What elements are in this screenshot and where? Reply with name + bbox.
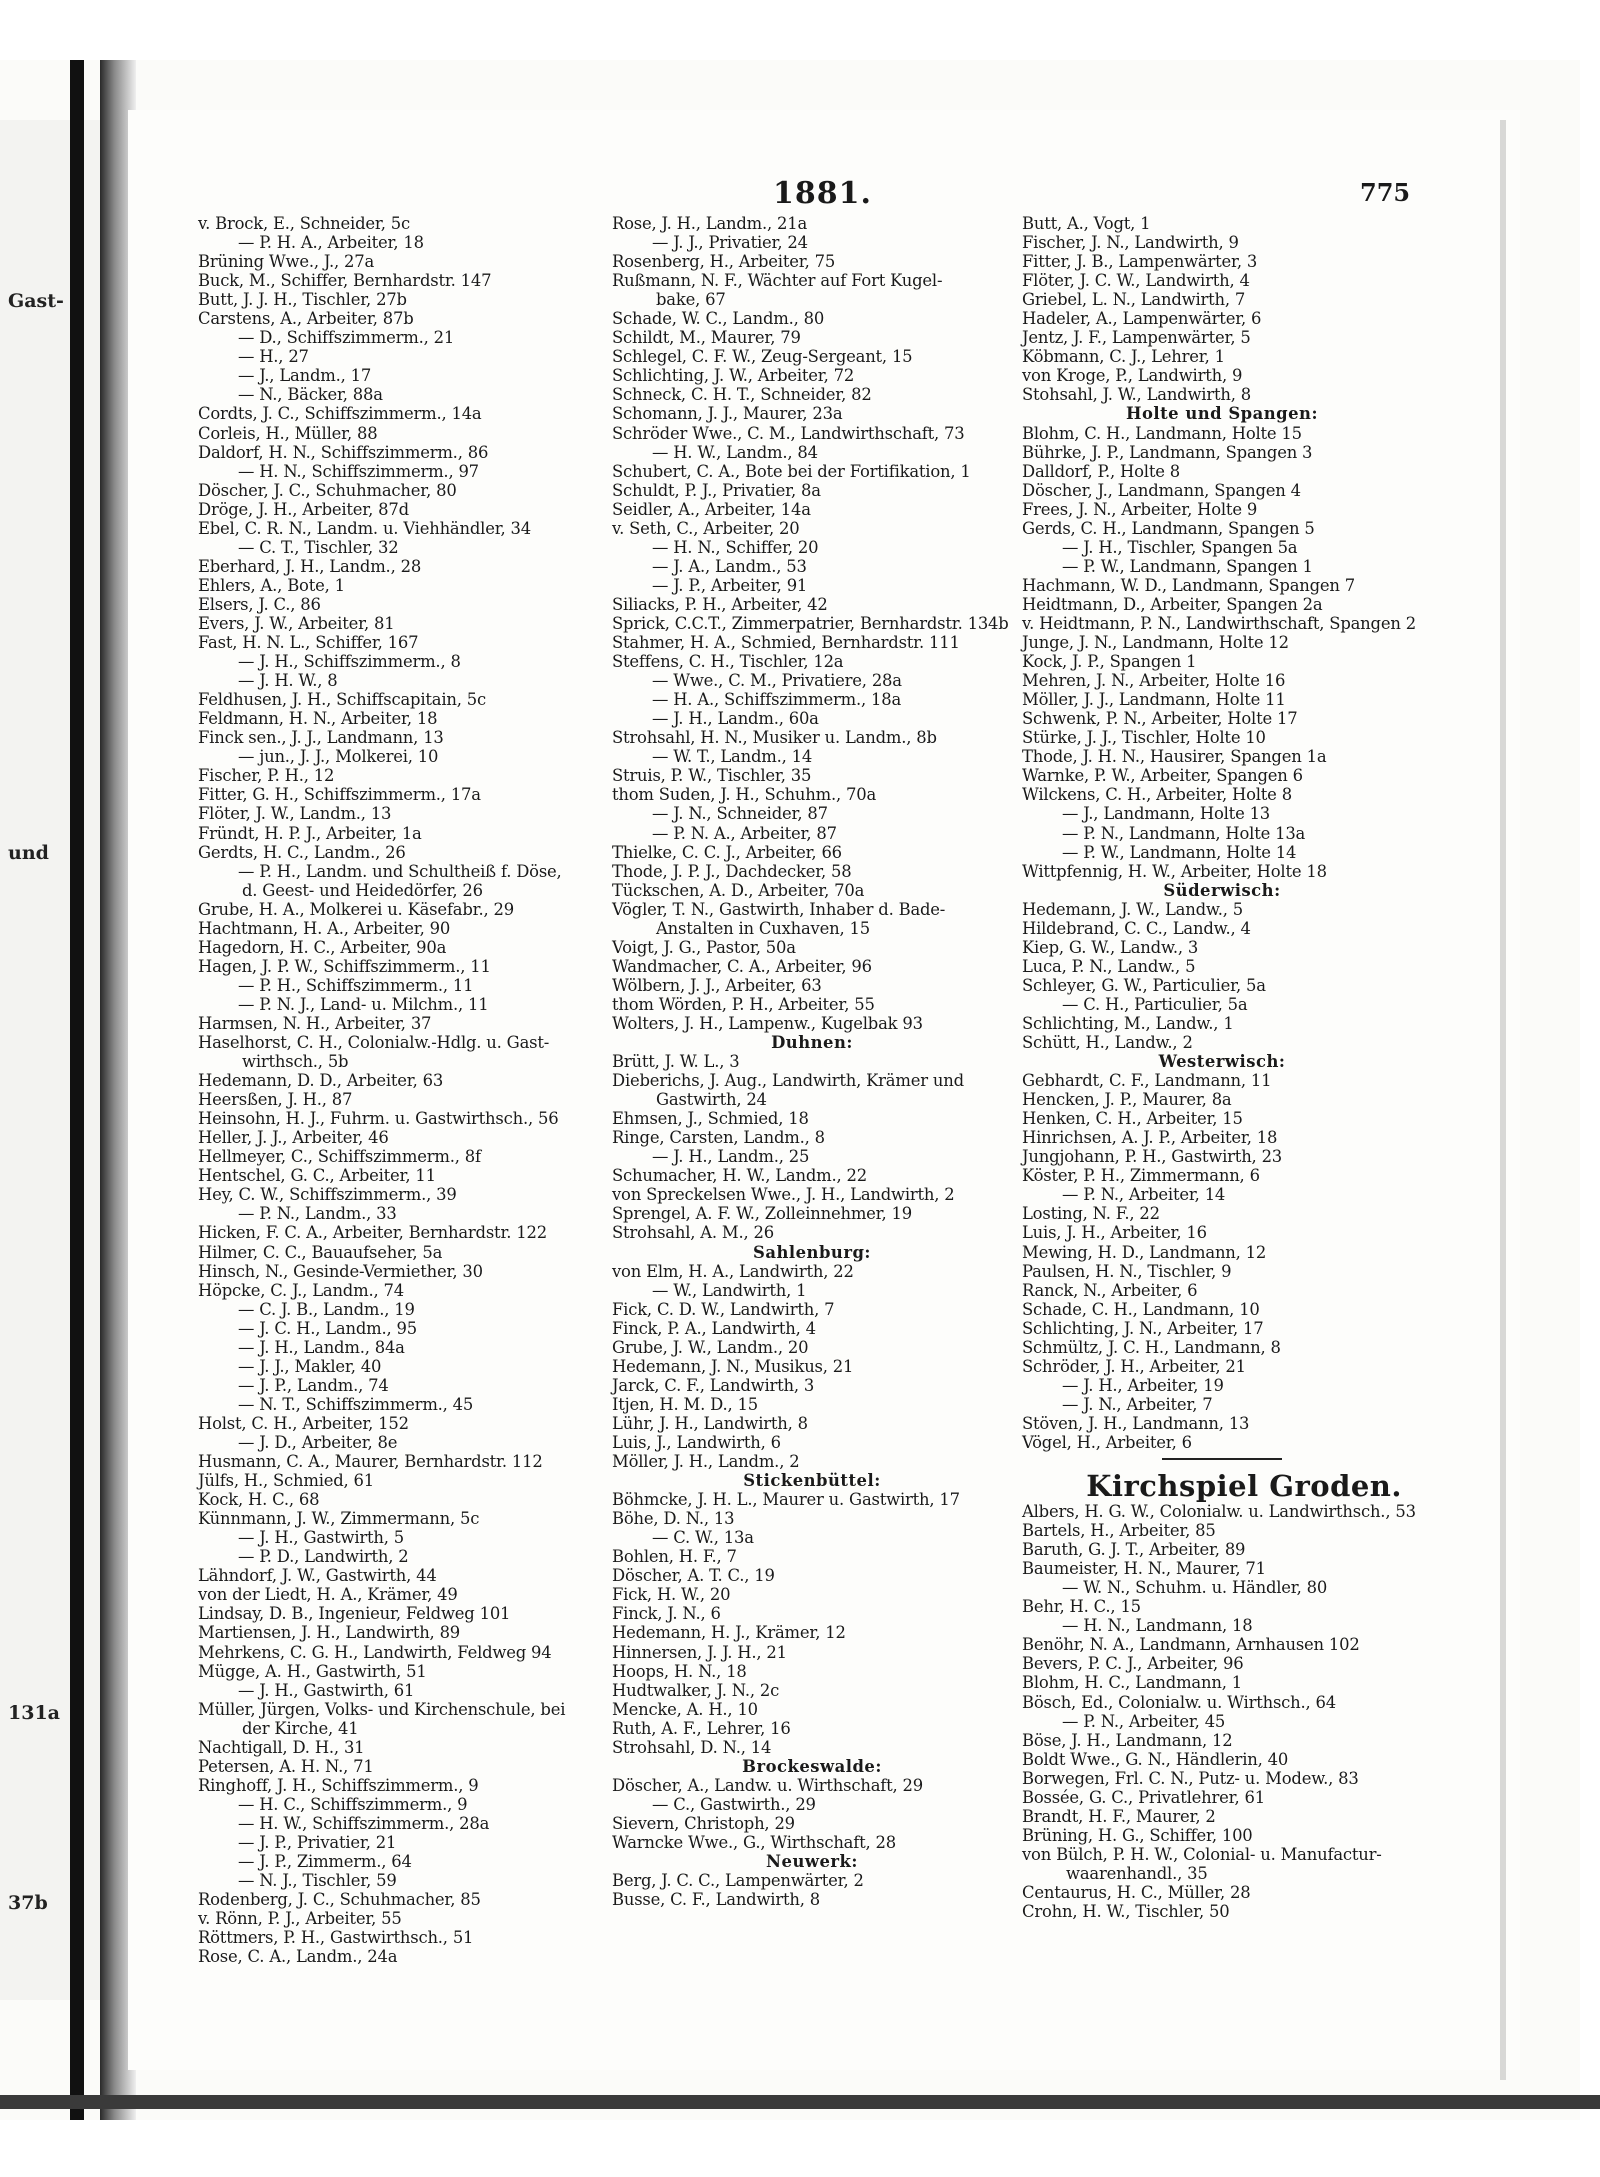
directory-entry: Mewing, H. D., Landmann, 12 (1022, 1242, 1267, 1262)
directory-entry: — H., 27 (238, 347, 309, 367)
directory-entry: Hedemann, J. W., Landw., 5 (1022, 899, 1244, 919)
directory-entry: — J. J., Makler, 40 (238, 1356, 382, 1376)
directory-entry: Hinrichsen, A. J. P., Arbeiter, 18 (1022, 1128, 1278, 1148)
directory-entry: Seidler, A., Arbeiter, 14a (612, 499, 811, 519)
directory-entry: Wilckens, C. H., Arbeiter, Holte 8 (1022, 785, 1292, 805)
directory-entry: v. Heidtmann, P. N., Landwirthschaft, Spangen 2 (1022, 613, 1416, 633)
directory-entry: Hinnersen, J. J. H., 21 (612, 1642, 787, 1662)
directory-entry: Hildebrand, C. C., Landw., 4 (1022, 918, 1251, 938)
directory-entry: — W., Landwirth, 1 (652, 1280, 807, 1300)
directory-entry: Schlegel, C. F. W., Zeug-Sergeant, 15 (612, 347, 913, 367)
column-2 (612, 214, 1012, 1909)
directory-entry: — P. N., Landmann, Holte 13a (1062, 823, 1306, 843)
directory-entry: Petersen, A. H. N., 71 (198, 1756, 374, 1776)
directory-entry: Centaurus, H. C., Müller, 28 (1022, 1882, 1251, 1902)
directory-entry: — H. W., Schiffszimmerm., 28a (238, 1813, 490, 1833)
directory-entry: — J. H., Landm., 84a (238, 1337, 405, 1357)
directory-entry: Bevers, P. C. J., Arbeiter, 96 (1022, 1654, 1244, 1674)
directory-entry: Mehrkens, C. G. H., Landwirth, Feldweg 94 (198, 1642, 552, 1662)
directory-entry: Bösch, Ed., Colonialw. u. Wirthsch., 64 (1022, 1692, 1336, 1712)
directory-entry: Rose, J. H., Landm., 21a (612, 214, 808, 233)
directory-entry: — P. W., Landmann, Holte 14 (1062, 842, 1297, 862)
directory-entry: Corleis, H., Müller, 88 (198, 423, 378, 443)
directory-entry: Heidtmann, D., Arbeiter, Spangen 2a (1022, 594, 1323, 614)
directory-entry: von der Liedt, H. A., Krämer, 49 (198, 1585, 458, 1605)
directory-entry: Hedemann, H. J., Krämer, 12 (612, 1623, 846, 1643)
directory-entry: Rose, C. A., Landm., 24a (198, 1947, 398, 1967)
directory-entry: Stahmer, H. A., Schmied, Bernhardstr. 111 (612, 633, 960, 653)
section-heading: Westerwisch: (1158, 1052, 1286, 1072)
directory-entry: thom Suden, J. H., Schuhm., 70a (612, 785, 877, 805)
directory-entry: — H. A., Schiffszimmerm., 18a (652, 690, 902, 710)
directory-entry: Jarck, C. F., Landwirth, 3 (612, 1375, 815, 1395)
directory-entry: Ruth, A. F., Lehrer, 16 (612, 1718, 791, 1738)
directory-entry: Warncke Wwe., G., Wirthschaft, 28 (612, 1832, 896, 1852)
directory-entry: Heinsohn, H. J., Fuhrm. u. Gastwirthsch., 56 (198, 1109, 559, 1129)
directory-entry: — J. H., Landm., 60a (652, 709, 819, 729)
directory-entry: — W. T., Landm., 14 (652, 747, 813, 767)
directory-entry: — J. H., Gastwirth, 61 (238, 1680, 415, 1700)
directory-entry: Fast, H. N. L., Schiffer, 167 (198, 633, 419, 653)
directory-entry: — J. D., Arbeiter, 8e (238, 1433, 398, 1452)
directory-entry: Jentz, J. F., Lampenwärter, 5 (1022, 328, 1251, 348)
directory-entry: Jülfs, H., Schmied, 61 (198, 1471, 375, 1491)
directory-entry: Ehmsen, J., Schmied, 18 (612, 1109, 809, 1129)
directory-entry: Hicken, F. C. A., Arbeiter, Bernhardstr. 122 (198, 1223, 547, 1243)
directory-entry-continuation: der Kirche, 41 (242, 1718, 359, 1738)
directory-entry: — P. N., Arbeiter, 14 (1062, 1185, 1226, 1205)
directory-entry: Haselhorst, C. H., Colonialw.-Hdlg. u. Gast- (198, 1033, 550, 1053)
directory-entry: — J. H., Tischler, Spangen 5a (1062, 537, 1298, 557)
directory-entry: Luis, J. H., Arbeiter, 16 (1022, 1223, 1207, 1243)
directory-entry: — H. N., Landmann, 18 (1062, 1616, 1253, 1636)
directory-entry: Schumacher, H. W., Landm., 22 (612, 1166, 867, 1186)
directory-entry: Schade, W. C., Landm., 80 (612, 309, 825, 329)
directory-entry: — H. C., Schiffszimmerm., 9 (238, 1794, 468, 1814)
directory-entry: Benöhr, N. A., Landmann, Arnhausen 102 (1022, 1635, 1360, 1655)
directory-entry: — H. N., Schiffszimmerm., 97 (238, 461, 479, 481)
directory-entry: Evers, J. W., Arbeiter, 81 (198, 613, 395, 633)
directory-entry: Stürke, J. J., Tischler, Holte 10 (1022, 728, 1266, 748)
directory-entry: Strohsahl, H. N., Musiker u. Landm., 8b (612, 728, 937, 748)
directory-entry: Rodenberg, J. C., Schuhmacher, 85 (198, 1890, 481, 1910)
directory-entry: Ringe, Carsten, Landm., 8 (612, 1128, 825, 1148)
directory-entry: Fick, H. W., 20 (612, 1585, 731, 1605)
directory-entry: — P. H. A., Arbeiter, 18 (238, 233, 424, 253)
directory-entry: Nachtigall, D. H., 31 (198, 1737, 365, 1757)
directory-entry: Brüning Wwe., J., 27a (198, 252, 375, 272)
directory-entry: Finck sen., J. J., Landmann, 13 (198, 728, 444, 748)
directory-entry: Junge, J. N., Landmann, Holte 12 (1022, 633, 1289, 653)
directory-entry: Grube, J. W., Landm., 20 (612, 1337, 809, 1357)
directory-entry: Lindsay, D. B., Ingenieur, Feldweg 101 (198, 1604, 511, 1624)
directory-entry: Hentschel, G. C., Arbeiter, 11 (198, 1166, 436, 1186)
directory-entry: Hachtmann, H. A., Arbeiter, 90 (198, 918, 451, 938)
directory-entry: v. Seth, C., Arbeiter, 20 (612, 518, 800, 538)
directory-entry: Busse, C. F., Landwirth, 8 (612, 1890, 820, 1910)
directory-entry: Warnke, P. W., Arbeiter, Spangen 6 (1022, 766, 1303, 786)
directory-entry: Hagen, J. P. W., Schiffszimmerm., 11 (198, 956, 491, 976)
directory-entry: Köster, P. H., Zimmermann, 6 (1022, 1166, 1260, 1186)
directory-entry: Crohn, H. W., Tischler, 50 (1022, 1902, 1230, 1922)
directory-entry: Hoops, H. N., 18 (612, 1661, 747, 1681)
directory-entry: Sprengel, A. F. W., Zolleinnehmer, 19 (612, 1204, 912, 1224)
directory-entry: Brüning, H. G., Schiffer, 100 (1022, 1825, 1253, 1845)
directory-entry: — J. A., Landm., 53 (652, 556, 807, 576)
directory-entry: Döscher, J., Landmann, Spangen 4 (1022, 480, 1301, 500)
directory-entry: Kiep, G. W., Landw., 3 (1022, 937, 1199, 957)
directory-entry: Siliacks, P. H., Arbeiter, 42 (612, 594, 828, 614)
directory-entry: Husmann, C. A., Maurer, Bernhardstr. 112 (198, 1452, 543, 1472)
directory-entry: Fick, C. D. W., Landwirth, 7 (612, 1299, 835, 1319)
directory-entry: Ranck, N., Arbeiter, 6 (1022, 1280, 1198, 1300)
directory-entry: Schomann, J. J., Maurer, 23a (612, 404, 843, 424)
directory-entry: Frees, J. N., Arbeiter, Holte 9 (1022, 499, 1258, 519)
directory-entry: Schmültz, J. C. H., Landmann, 8 (1022, 1337, 1281, 1357)
directory-entry: Döscher, A. T. C., 19 (612, 1566, 775, 1586)
directory-entry: Stöven, J. H., Landmann, 13 (1022, 1413, 1250, 1433)
directory-entry: Sprick, C.C.T., Zimmerpatrier, Bernhardstr. 134b (612, 613, 1009, 633)
directory-entry: — J. J., Privatier, 24 (652, 233, 808, 253)
directory-entry: Dalldorf, P., Holte 8 (1022, 461, 1180, 481)
directory-entry: Mencke, A. H., 10 (612, 1699, 758, 1719)
directory-entry: Paulsen, H. N., Tischler, 9 (1022, 1261, 1232, 1281)
directory-entry: Vögler, T. N., Gastwirth, Inhaber d. Bade- (612, 899, 946, 919)
directory-entry: — N., Bäcker, 88a (238, 385, 383, 405)
directory-entry: — W. N., Schuhm. u. Händler, 80 (1062, 1578, 1328, 1598)
directory-entry: Bossée, G. C., Privatlehrer, 61 (1022, 1787, 1265, 1807)
binding-bar (70, 60, 84, 2120)
directory-entry: — P. N. J., Land- u. Milchm., 11 (238, 994, 489, 1014)
directory-entry: — P. N. A., Arbeiter, 87 (652, 823, 837, 843)
directory-entry: — C. J. B., Landm., 19 (238, 1299, 415, 1319)
directory-entry: Sievern, Christoph, 29 (612, 1813, 795, 1833)
directory-entry: — P. W., Landmann, Spangen 1 (1062, 556, 1313, 576)
directory-entry: Jungjohann, P. H., Gastwirth, 23 (1022, 1147, 1283, 1167)
directory-entry: Schildt, M., Maurer, 79 (612, 328, 801, 348)
directory-entry: Hilmer, C. C., Bauaufseher, 5a (198, 1242, 443, 1262)
directory-entry: — P. H., Schiffszimmerm., 11 (238, 975, 474, 995)
directory-entry: Voigt, J. G., Pastor, 50a (612, 937, 796, 957)
directory-entry: Fischer, P. H., 12 (198, 766, 335, 786)
section-heading: Holte und Spangen: (1125, 404, 1319, 424)
directory-entry: Grube, H. A., Molkerei u. Käsefabr., 29 (198, 899, 514, 919)
directory-entry: Behr, H. C., 15 (1022, 1597, 1141, 1617)
directory-entry: — C. H., Particulier, 5a (1062, 994, 1248, 1014)
directory-entry: Butt, A., Vogt, 1 (1022, 214, 1151, 233)
directory-entry: Brütt, J. W. L., 3 (612, 1052, 740, 1072)
directory-entry: Berg, J. C. C., Lampenwärter, 2 (612, 1871, 864, 1891)
directory-entry: — J. H., Landm., 25 (652, 1147, 810, 1167)
directory-entry: Hagedorn, H. C., Arbeiter, 90a (198, 937, 447, 957)
directory-entry: Bohlen, H. F., 7 (612, 1547, 737, 1567)
directory-entry: Dröge, J. H., Arbeiter, 87d (198, 499, 409, 519)
directory-entry: Baumeister, H. N., Maurer, 71 (1022, 1559, 1266, 1579)
directory-entry: Fitter, J. B., Lampenwärter, 3 (1022, 252, 1258, 272)
directory-entry: v. Rönn, P. J., Arbeiter, 55 (198, 1909, 402, 1929)
directory-entry: Stohsahl, J. W., Landwirth, 8 (1022, 385, 1251, 405)
directory-entry: — J. P., Privatier, 21 (238, 1832, 397, 1852)
directory-entry: — J. H. W., 8 (238, 671, 338, 691)
directory-entry: — J. P., Zimmerm., 64 (238, 1852, 412, 1872)
directory-entry: Schwenk, P. N., Arbeiter, Holte 17 (1022, 709, 1298, 729)
directory-entry: Schuldt, P. J., Privatier, 8a (612, 480, 821, 500)
directory-entry: Hinsch, N., Gesinde-Vermiether, 30 (198, 1261, 483, 1281)
left-page-fragment: Gast- (8, 290, 64, 312)
section-heading: Brockeswalde: (742, 1756, 882, 1776)
directory-entry: Dieberichs, J. Aug., Landwirth, Krämer und (612, 1071, 964, 1091)
directory-entry: Schlichting, M., Landw., 1 (1022, 1013, 1234, 1033)
directory-entry: Finck, P. A., Landwirth, 4 (612, 1318, 816, 1338)
directory-entry: Gebhardt, C. F., Landmann, 11 (1022, 1071, 1272, 1091)
directory-entry: Kock, J. P., Spangen 1 (1022, 652, 1197, 672)
directory-entry: Schade, C. H., Landmann, 10 (1022, 1299, 1260, 1319)
bottom-band (0, 2095, 1600, 2109)
directory-entry: Schröder Wwe., C. M., Landwirthschaft, 73 (612, 423, 965, 443)
page-number: 775 (1360, 178, 1411, 207)
directory-entry: Losting, N. F., 22 (1022, 1204, 1160, 1224)
directory-entry: — J., Landmann, Holte 13 (1062, 804, 1271, 824)
directory-entry: Borwegen, Frl. C. N., Putz- u. Modew., 83 (1022, 1768, 1359, 1788)
directory-entry: Eberhard, J. H., Landm., 28 (198, 556, 422, 576)
directory-entry: Mehren, J. N., Arbeiter, Holte 16 (1022, 671, 1286, 691)
left-page-fragment: 131a (8, 1702, 60, 1724)
directory-entry: — N. T., Schiffszimmerm., 45 (238, 1394, 474, 1414)
directory-entry: Baruth, G. J. T., Arbeiter, 89 (1022, 1540, 1246, 1560)
parish-heading: Kirchspiel Groden. (1086, 1469, 1402, 1504)
directory-entry: Höpcke, C. J., Landm., 74 (198, 1280, 404, 1300)
directory-entry: Cordts, J. C., Schiffszimmerm., 14a (198, 404, 482, 424)
directory-entry: Feldhusen, J. H., Schiffscapitain, 5c (198, 690, 486, 710)
directory-entry: Buck, M., Schiffer, Bernhardstr. 147 (198, 271, 492, 291)
directory-entry-continuation: waarenhandl., 35 (1066, 1863, 1208, 1883)
directory-entry: Hey, C. W., Schiffszimmerm., 39 (198, 1185, 457, 1205)
directory-entry: von Elm, H. A., Landwirth, 22 (612, 1261, 854, 1281)
directory-entry: Hencken, J. P., Maurer, 8a (1022, 1090, 1232, 1110)
directory-entry: — J. H., Schiffszimmerm., 8 (238, 652, 461, 672)
directory-entry: Steffens, C. H., Tischler, 12a (612, 652, 844, 672)
directory-entry: Kock, H. C., 68 (198, 1490, 320, 1510)
directory-entry: Luis, J., Landwirth, 6 (612, 1433, 781, 1452)
directory-entry: Hellmeyer, C., Schiffszimmerm., 8f (198, 1147, 481, 1167)
directory-entry: Böhe, D. N., 13 (612, 1509, 735, 1529)
directory-entry: — P. N., Landm., 33 (238, 1204, 397, 1224)
directory-entry: Harmsen, N. H., Arbeiter, 37 (198, 1013, 432, 1033)
directory-entry: Flöter, J. W., Landm., 13 (198, 804, 392, 824)
directory-entry: Bührke, J. P., Landmann, Spangen 3 (1022, 442, 1313, 462)
left-page-fragment: 37b (8, 1892, 48, 1914)
left-page-fragment: und (8, 842, 49, 864)
directory-entry: Albers, H. G. W., Colonialw. u. Landwirthsch., 53 (1022, 1502, 1416, 1522)
directory-entry: Fründt, H. P. J., Arbeiter, 1a (198, 823, 422, 843)
directory-entry: von Kroge, P., Landwirth, 9 (1022, 366, 1243, 386)
directory-entry: Hachmann, W. D., Landmann, Spangen 7 (1022, 575, 1356, 595)
directory-entry: Rosenberg, H., Arbeiter, 75 (612, 252, 836, 272)
page-edge (1500, 120, 1506, 2080)
directory-entry: — Wwe., C. M., Privatiere, 28a (652, 671, 902, 691)
directory-entry: Wolters, J. H., Lampenw., Kugelbak 93 (612, 1013, 923, 1033)
section-heading: Duhnen: (771, 1033, 853, 1053)
directory-entry: Hedemann, D. D., Arbeiter, 63 (198, 1071, 444, 1091)
directory-entry: Feldmann, H. N., Arbeiter, 18 (198, 709, 438, 729)
directory-entry: Ebel, C. R. N., Landm. u. Viehhändler, 34 (198, 518, 532, 538)
directory-entry: Gerds, C. H., Landmann, Spangen 5 (1022, 518, 1315, 538)
directory-entry: Boldt Wwe., G. N., Händlerin, 40 (1022, 1749, 1289, 1769)
directory-entry-continuation: bake, 67 (656, 290, 726, 310)
directory-entry: — J. H., Gastwirth, 5 (238, 1528, 405, 1548)
directory-entry: — J. N., Schneider, 87 (652, 804, 828, 824)
directory-entry: Thode, J. P. J., Dachdecker, 58 (612, 861, 852, 881)
directory-entry: von Spreckelsen Wwe., J. H., Landwirth, 2 (612, 1185, 955, 1205)
directory-entry: Luca, P. N., Landw., 5 (1022, 956, 1196, 976)
directory-entry: thom Wörden, P. H., Arbeiter, 55 (612, 994, 875, 1014)
directory-entry: Hadeler, A., Lampenwärter, 6 (1022, 309, 1262, 329)
directory-entry: Thielke, C. C. J., Arbeiter, 66 (612, 842, 842, 862)
directory-entry: Brandt, H. F., Maurer, 2 (1022, 1806, 1216, 1826)
directory-entry: Butt, J. J. H., Tischler, 27b (198, 290, 407, 310)
directory-entry: Böhmcke, J. H. L., Maurer u. Gastwirth, 17 (612, 1490, 960, 1510)
directory-entry: Blohm, C. H., Landmann, Holte 15 (1022, 423, 1302, 443)
directory-entry: Döscher, A., Landw. u. Wirthschaft, 29 (612, 1775, 923, 1795)
directory-entry: Martiensen, J. H., Landwirth, 89 (198, 1623, 461, 1643)
directory-entry: Heller, J. J., Arbeiter, 46 (198, 1128, 389, 1148)
directory-entry: — J. P., Arbeiter, 91 (652, 575, 808, 595)
directory-entry: — D., Schiffszimmerm., 21 (238, 328, 455, 348)
directory-entry: Fischer, J. N., Landwirth, 9 (1022, 233, 1239, 253)
directory-entry-continuation: d. Geest- und Heidedörfer, 26 (242, 880, 483, 900)
directory-entry: Itjen, H. M. D., 15 (612, 1394, 758, 1414)
directory-entry: v. Brock, E., Schneider, 5c (198, 214, 410, 233)
directory-entry: — H. N., Schiffer, 20 (652, 537, 819, 557)
directory-entry: Mügge, A. H., Gastwirth, 51 (198, 1661, 427, 1681)
section-rule (1162, 1458, 1282, 1460)
directory-entry: Fitter, G. H., Schiffszimmerm., 17a (198, 785, 481, 805)
section-heading: Stickenbüttel: (743, 1471, 881, 1491)
directory-entry: Schleyer, G. W., Particulier, 5a (1022, 975, 1266, 995)
section-heading: Sahlenburg: (753, 1242, 871, 1262)
directory-entry: Strohsahl, A. M., 26 (612, 1223, 775, 1243)
directory-entry: Schütt, H., Landw., 2 (1022, 1033, 1193, 1053)
directory-entry: Strohsahl, D. N., 14 (612, 1737, 772, 1757)
directory-entry: Ringhoff, J. H., Schiffszimmerm., 9 (198, 1775, 479, 1795)
directory-entry: Tückschen, A. D., Arbeiter, 70a (612, 880, 865, 900)
directory-entry: Möller, J. H., Landm., 2 (612, 1452, 800, 1472)
directory-entry: Schlichting, J. W., Arbeiter, 72 (612, 366, 855, 386)
directory-entry: Hedemann, J. N., Musikus, 21 (612, 1356, 854, 1376)
directory-entry: Gerdts, H. C., Landm., 26 (198, 842, 406, 862)
directory-entry: Ehlers, A., Bote, 1 (198, 575, 345, 595)
directory-entry: — J. C. H., Landm., 95 (238, 1318, 417, 1338)
directory-entry: Carstens, A., Arbeiter, 87b (198, 309, 414, 329)
directory-entry: Müller, Jürgen, Volks- und Kirchenschule, bei (198, 1699, 566, 1719)
directory-entry: Lühr, J. H., Landwirth, 8 (612, 1413, 808, 1433)
column-3 (1022, 214, 1422, 1921)
section-heading: Süderwisch: (1163, 880, 1281, 900)
directory-entry: Wandmacher, C. A., Arbeiter, 96 (612, 956, 872, 976)
directory-entry: — J. N., Arbeiter, 7 (1062, 1394, 1213, 1414)
directory-entry: Röttmers, P. H., Gastwirthsch., 51 (198, 1928, 474, 1948)
directory-entry: Schneck, C. H. T., Schneider, 82 (612, 385, 872, 405)
directory-entry-continuation: Anstalten in Cuxhaven, 15 (656, 918, 870, 938)
directory-entry: Finck, J. N., 6 (612, 1604, 721, 1624)
directory-entry: Böse, J. H., Landmann, 12 (1022, 1730, 1233, 1750)
column-1 (198, 214, 600, 1966)
directory-entry: Holst, C. H., Arbeiter, 152 (198, 1413, 409, 1433)
directory-entry: — J. P., Landm., 74 (238, 1375, 389, 1395)
section-heading: Neuwerk: (766, 1852, 858, 1872)
directory-entry: Bartels, H., Arbeiter, 85 (1022, 1521, 1216, 1541)
directory-entry: Elsers, J. C., 86 (198, 594, 321, 614)
directory-entry: Wittpfennig, H. W., Arbeiter, Holte 18 (1022, 861, 1327, 881)
directory-entry: Schlichting, J. N., Arbeiter, 17 (1022, 1318, 1264, 1338)
directory-entry: Künnmann, J. W., Zimmermann, 5c (198, 1509, 480, 1529)
directory-entry: — N. J., Tischler, 59 (238, 1871, 397, 1891)
directory-entry: von Bülch, P. H. W., Colonial- u. Manufactur- (1022, 1844, 1382, 1864)
directory-entry: — C. W., 13a (652, 1528, 754, 1548)
directory-entry: Döscher, J. C., Schuhmacher, 80 (198, 480, 457, 500)
directory-entry: Blohm, H. C., Landmann, 1 (1022, 1673, 1242, 1693)
directory-entry: Hudtwalker, J. N., 2c (612, 1680, 780, 1700)
directory-entry: Möller, J. J., Landmann, Holte 11 (1022, 690, 1286, 710)
directory-entry: — jun., J. J., Molkerei, 10 (238, 747, 439, 767)
directory-entry: Griebel, L. N., Landwirth, 7 (1022, 290, 1246, 310)
directory-entry: — P. H., Landm. und Schultheiß f. Döse, (238, 861, 562, 881)
directory-entry: Heersßen, J. H., 87 (198, 1090, 353, 1110)
directory-entry: — C. T., Tischler, 32 (238, 537, 399, 557)
directory-entry-continuation: wirthsch., 5b (242, 1052, 349, 1072)
directory-entry-continuation: Gastwirth, 24 (656, 1090, 767, 1110)
directory-entry: Vögel, H., Arbeiter, 6 (1022, 1433, 1192, 1452)
directory-entry: — P. D., Landwirth, 2 (238, 1547, 409, 1567)
directory-entry: Rußmann, N. F., Wächter auf Fort Kugel- (612, 271, 943, 291)
directory-entry: — H. W., Landm., 84 (652, 442, 818, 462)
directory-entry: — J., Landm., 17 (238, 366, 372, 386)
directory-entry: Henken, C. H., Arbeiter, 15 (1022, 1109, 1243, 1129)
directory-entry: Schubert, C. A., Bote bei der Fortifikation, 1 (612, 461, 971, 481)
directory-entry: Lähndorf, J. W., Gastwirth, 44 (198, 1566, 437, 1586)
directory-entry: Thode, J. H. N., Hausirer, Spangen 1a (1022, 747, 1327, 767)
directory-entry: — J. H., Arbeiter, 19 (1062, 1375, 1224, 1395)
directory-entry: — P. N., Arbeiter, 45 (1062, 1711, 1226, 1731)
directory-entry: Struis, P. W., Tischler, 35 (612, 766, 812, 786)
directory-entry: Daldorf, H. N., Schiffszimmerm., 86 (198, 442, 489, 462)
directory-entry: Flöter, J. C. W., Landwirth, 4 (1022, 271, 1250, 291)
directory-entry: Schröder, J. H., Arbeiter, 21 (1022, 1356, 1246, 1376)
directory-entry: Köbmann, C. J., Lehrer, 1 (1022, 347, 1225, 367)
directory-entry: Wölbern, J. J., Arbeiter, 63 (612, 975, 822, 995)
page-year: 1881. (773, 176, 872, 211)
directory-entry: — C., Gastwirth., 29 (652, 1794, 816, 1814)
